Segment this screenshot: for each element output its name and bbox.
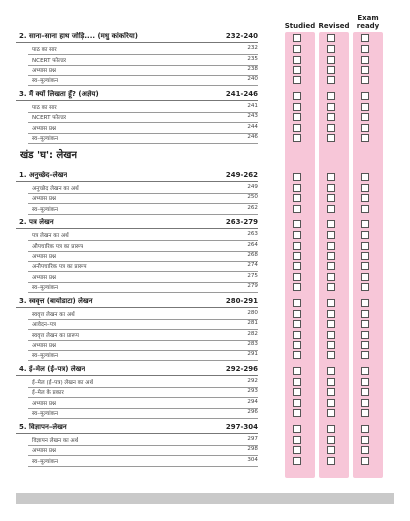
revised-checkbox[interactable] [327, 262, 335, 270]
page-number: 250 [247, 194, 258, 201]
topic-row [28, 330, 258, 341]
topic-row [28, 55, 258, 66]
exam-ready-checkbox[interactable] [361, 273, 369, 281]
studied-checkbox[interactable] [293, 242, 301, 250]
revised-checkbox[interactable] [327, 341, 335, 349]
revised-checkbox[interactable] [327, 92, 335, 100]
studied-checkbox[interactable] [293, 399, 301, 407]
exam-ready-checkbox[interactable] [361, 76, 369, 84]
revised-checkbox[interactable] [327, 320, 335, 328]
revised-column-header: Revised [318, 22, 350, 30]
revised-checkbox[interactable] [327, 66, 335, 74]
revised-checkbox[interactable] [327, 134, 335, 142]
topic-row [28, 398, 258, 409]
exam-ready-checkbox[interactable] [361, 220, 369, 228]
exam-ready-checkbox[interactable] [361, 367, 369, 375]
exam-ready-checkbox[interactable] [361, 310, 369, 318]
revised-checkbox[interactable] [327, 113, 335, 121]
entry-title: स्ववृत्त लेखन का अर्थ [32, 311, 75, 318]
topic-row [28, 75, 258, 86]
page-number: 298 [247, 446, 258, 453]
topic-row [28, 340, 258, 351]
topic-row [28, 272, 258, 283]
page-number: 263-279 [225, 218, 258, 226]
revised-checkbox[interactable] [327, 45, 335, 53]
page-number: 240 [247, 76, 258, 83]
entry-title: अनुच्छेद लेखन का अर्थ [32, 185, 79, 192]
studied-checkbox[interactable] [293, 124, 301, 132]
entry-title: अभ्यास प्रश्न [32, 125, 56, 132]
topic-row [28, 387, 258, 398]
exam-ready-checkbox[interactable] [361, 299, 369, 307]
entry-title: अनौपचारिक पत्र का प्रारूप [32, 264, 87, 271]
entry-title: NCERT फोल्डर [32, 115, 67, 122]
topic-row [28, 102, 258, 113]
entry-title: 3. मैं क्यों लिखता हूँ? (अज्ञेय) [19, 89, 99, 98]
exam-ready-checkbox[interactable] [361, 252, 369, 260]
studied-checkbox[interactable] [293, 103, 301, 111]
entry-title: अभ्यास प्रश्न [32, 274, 56, 281]
exam-ready-checkbox[interactable] [361, 457, 369, 465]
page-number: 244 [247, 123, 258, 130]
topic-row [28, 319, 258, 330]
studied-checkbox[interactable] [293, 220, 301, 228]
page-number: 293 [247, 388, 258, 395]
entry-title: NCERT फोल्डर [32, 57, 67, 64]
chapter-row [16, 218, 258, 229]
topic-row [28, 112, 258, 123]
topic-row [28, 133, 258, 144]
chapter-row [16, 171, 258, 182]
revised-checkbox[interactable] [327, 351, 335, 359]
page-number: 282 [247, 330, 258, 337]
revised-checkbox[interactable] [327, 34, 335, 42]
page-number: 281 [247, 320, 258, 327]
entry-title: पाठ का सार [32, 105, 57, 111]
page-number: 279 [247, 283, 258, 290]
entry-title: आवेदन–पत्र [32, 322, 56, 329]
page-number: 283 [247, 341, 258, 347]
entry-title: स्व–मूल्यांकन [32, 458, 59, 465]
page-number: 292-296 [225, 364, 258, 373]
exam-ready-checkbox[interactable] [361, 425, 369, 433]
exam-ready-checkbox[interactable] [361, 103, 369, 111]
studied-column-header: Studied [284, 22, 316, 30]
studied-checkbox[interactable] [293, 76, 301, 84]
entry-title: ई–मेल के प्रकार [32, 390, 64, 397]
topic-row [28, 309, 258, 320]
exam-ready-checkbox[interactable] [361, 56, 369, 64]
chapter-row [16, 32, 258, 43]
revised-checkbox[interactable] [327, 425, 335, 433]
studied-checkbox[interactable] [293, 205, 301, 213]
entry-title: 4. ई–मेल (ई–पत्र) लेखन [19, 364, 86, 373]
exam-ready-checkbox[interactable] [361, 331, 369, 339]
topic-row [28, 435, 258, 446]
page-number: 297 [247, 435, 258, 442]
exam-ready-checkbox[interactable] [361, 409, 369, 417]
entry-title: विज्ञापन लेखन का अर्थ [32, 437, 79, 444]
section-title: खंड 'घ': लेखन [20, 149, 78, 161]
entry-title: अभ्यास प्रश्न [32, 400, 56, 407]
revised-checkbox[interactable] [327, 76, 335, 84]
page-number: 241-246 [225, 89, 258, 98]
studied-checkbox[interactable] [293, 184, 301, 192]
exam-ready-checkbox[interactable] [361, 399, 369, 407]
topic-row [28, 377, 258, 388]
topic-row [28, 445, 258, 456]
page-number: 291 [247, 351, 258, 358]
exam-ready-checkbox[interactable] [361, 45, 369, 53]
topic-row [28, 183, 258, 194]
revised-checkbox[interactable] [327, 399, 335, 407]
page-number: 292 [247, 378, 258, 384]
entry-title: 3. स्ववृत्त (बायोडाटा) लेखन [19, 296, 93, 305]
page-number: 246 [247, 134, 258, 141]
page-number: 238 [247, 66, 258, 72]
chapter-row [16, 90, 258, 101]
studied-checkbox[interactable] [293, 273, 301, 281]
exam-ready-checkbox[interactable] [361, 184, 369, 192]
studied-checkbox[interactable] [293, 436, 301, 444]
exam-ready-checkbox[interactable] [361, 231, 369, 239]
entry-title: अभ्यास प्रश्न [32, 196, 56, 203]
topic-row [28, 251, 258, 262]
revised-checkbox[interactable] [327, 283, 335, 291]
entry-title: स्ववृत्त लेखन का प्रारूप [32, 332, 79, 339]
page-number: 296 [247, 409, 258, 416]
exam-ready-checkbox[interactable] [361, 378, 369, 386]
studied-checkbox[interactable] [293, 134, 301, 142]
entry-title: स्व–मूल्यांकन [32, 285, 59, 292]
studied-checkbox[interactable] [293, 341, 301, 349]
studied-checkbox[interactable] [293, 388, 301, 396]
revised-checkbox[interactable] [327, 388, 335, 396]
page-number: 280-291 [225, 296, 258, 305]
topic-row [28, 65, 258, 76]
studied-checkbox[interactable] [293, 446, 301, 454]
revised-checkbox[interactable] [327, 252, 335, 260]
entry-title: स्व–मूल्यांकन [32, 78, 59, 85]
section-heading [0, 150, 410, 160]
chapter-row [16, 365, 258, 376]
entry-title: ई–मेल (ई–पत्र) लेखन का अर्थ [32, 380, 94, 386]
chapter-row [16, 423, 258, 434]
page-number: 268 [247, 252, 258, 258]
topic-row [28, 408, 258, 419]
page-number: 243 [247, 113, 258, 120]
studied-checkbox[interactable] [293, 299, 301, 307]
studied-checkbox[interactable] [293, 262, 301, 270]
studied-checkbox[interactable] [293, 113, 301, 121]
studied-checkbox[interactable] [293, 351, 301, 359]
page-number: 304 [247, 456, 258, 463]
entry-title: 2. साना–साना हाथ जोड़ि.... (मधु कांकरिया) [19, 32, 138, 40]
studied-checkbox[interactable] [293, 34, 301, 42]
studied-checkbox[interactable] [293, 409, 301, 417]
entry-title: 1. अनुच्छेद–लेखन [19, 170, 68, 179]
page-number: 249-262 [225, 170, 258, 179]
studied-checkbox[interactable] [293, 231, 301, 239]
studied-checkbox[interactable] [293, 56, 301, 64]
exam-ready-checkbox[interactable] [361, 92, 369, 100]
revised-checkbox[interactable] [327, 273, 335, 281]
studied-checkbox[interactable] [293, 173, 301, 181]
page-number: 241 [247, 103, 258, 109]
exam-ready-checkbox[interactable] [361, 341, 369, 349]
page-number: 232-240 [225, 32, 258, 40]
page-number: 297-304 [225, 422, 258, 431]
revised-checkbox[interactable] [327, 220, 335, 228]
entry-title: 5. विज्ञापन–लेखन [19, 422, 67, 431]
entry-title: अभ्यास प्रश्न [32, 343, 56, 349]
exam-ready-checkbox[interactable] [361, 283, 369, 291]
revised-checkbox[interactable] [327, 331, 335, 339]
studied-checkbox[interactable] [293, 310, 301, 318]
entry-title: 2. पत्र लेखन [19, 218, 54, 226]
topic-row [28, 261, 258, 272]
revised-checkbox[interactable] [327, 242, 335, 250]
studied-checkbox[interactable] [293, 66, 301, 74]
entry-title: अभ्यास प्रश्न [32, 68, 56, 74]
entry-title: स्व–मूल्यांकन [32, 136, 59, 143]
exam-ready-checkbox[interactable] [361, 436, 369, 444]
exam-ready-checkbox[interactable] [361, 34, 369, 42]
revised-checkbox[interactable] [327, 194, 335, 202]
topic-row [28, 456, 258, 467]
entry-title: औपचारिक पत्र का प्रारूप [32, 243, 84, 250]
studied-checkbox[interactable] [293, 283, 301, 291]
exam-ready-checkbox[interactable] [361, 124, 369, 132]
studied-checkbox[interactable] [293, 92, 301, 100]
revised-checkbox[interactable] [327, 299, 335, 307]
studied-checkbox[interactable] [293, 252, 301, 260]
entry-title: अभ्यास प्रश्न [32, 448, 56, 455]
studied-checkbox[interactable] [293, 45, 301, 53]
exam-ready-checkbox[interactable] [361, 320, 369, 328]
page-number: 232 [247, 45, 258, 52]
exam-ready-column-header: Exam ready [356, 14, 380, 30]
revised-checkbox[interactable] [327, 173, 335, 181]
chapter-row [16, 297, 258, 308]
footer-bar [16, 493, 394, 504]
studied-checkbox[interactable] [293, 367, 301, 375]
studied-checkbox[interactable] [293, 457, 301, 465]
topic-row [28, 230, 258, 241]
topic-row [28, 123, 258, 134]
exam-ready-checkbox[interactable] [361, 351, 369, 359]
exam-ready-checkbox[interactable] [361, 66, 369, 74]
revised-checkbox[interactable] [327, 310, 335, 318]
exam-ready-checkbox[interactable] [361, 242, 369, 250]
topic-row [28, 241, 258, 252]
entry-title: स्व–मूल्यांकन [32, 353, 59, 360]
page-number: 235 [247, 55, 258, 62]
topic-row [28, 193, 258, 204]
entry-title: पाठ का सार [32, 47, 57, 54]
entry-title: स्व–मूल्यांकन [32, 411, 59, 418]
topic-row [28, 204, 258, 215]
revised-checkbox[interactable] [327, 56, 335, 64]
studied-checkbox[interactable] [293, 320, 301, 328]
exam-ready-checkbox[interactable] [361, 173, 369, 181]
revised-checkbox[interactable] [327, 457, 335, 465]
exam-ready-checkbox[interactable] [361, 388, 369, 396]
studied-checkbox[interactable] [293, 331, 301, 339]
entry-title: स्व–मूल्यांकन [32, 206, 59, 213]
revised-checkbox[interactable] [327, 231, 335, 239]
entry-title: अभ्यास प्रश्न [32, 254, 56, 260]
revised-checkbox[interactable] [327, 103, 335, 111]
exam-ready-checkbox[interactable] [361, 194, 369, 202]
page-number: 274 [247, 262, 258, 269]
page-number: 249 [247, 183, 258, 190]
exam-ready-checkbox[interactable] [361, 446, 369, 454]
page-number: 263 [247, 231, 258, 238]
studied-checkbox[interactable] [293, 425, 301, 433]
exam-ready-checkbox[interactable] [361, 262, 369, 270]
page-number: 275 [247, 272, 258, 279]
topic-row [28, 282, 258, 293]
page-number: 262 [247, 204, 258, 211]
revised-checkbox[interactable] [327, 367, 335, 375]
topic-row [28, 44, 258, 55]
exam-ready-checkbox[interactable] [361, 134, 369, 142]
revised-checkbox[interactable] [327, 409, 335, 417]
revised-checkbox[interactable] [327, 184, 335, 192]
revised-checkbox[interactable] [327, 378, 335, 386]
page-number: 264 [247, 241, 258, 248]
revised-checkbox[interactable] [327, 205, 335, 213]
studied-checkbox[interactable] [293, 194, 301, 202]
revised-checkbox[interactable] [327, 446, 335, 454]
entry-title: पत्र लेखन का अर्थ [32, 233, 69, 240]
page-number: 294 [247, 398, 258, 405]
revised-checkbox[interactable] [327, 124, 335, 132]
exam-ready-checkbox[interactable] [361, 205, 369, 213]
page-number: 280 [247, 309, 258, 316]
exam-ready-checkbox[interactable] [361, 113, 369, 121]
topic-row [28, 350, 258, 361]
revised-checkbox[interactable] [327, 436, 335, 444]
studied-checkbox[interactable] [293, 378, 301, 386]
